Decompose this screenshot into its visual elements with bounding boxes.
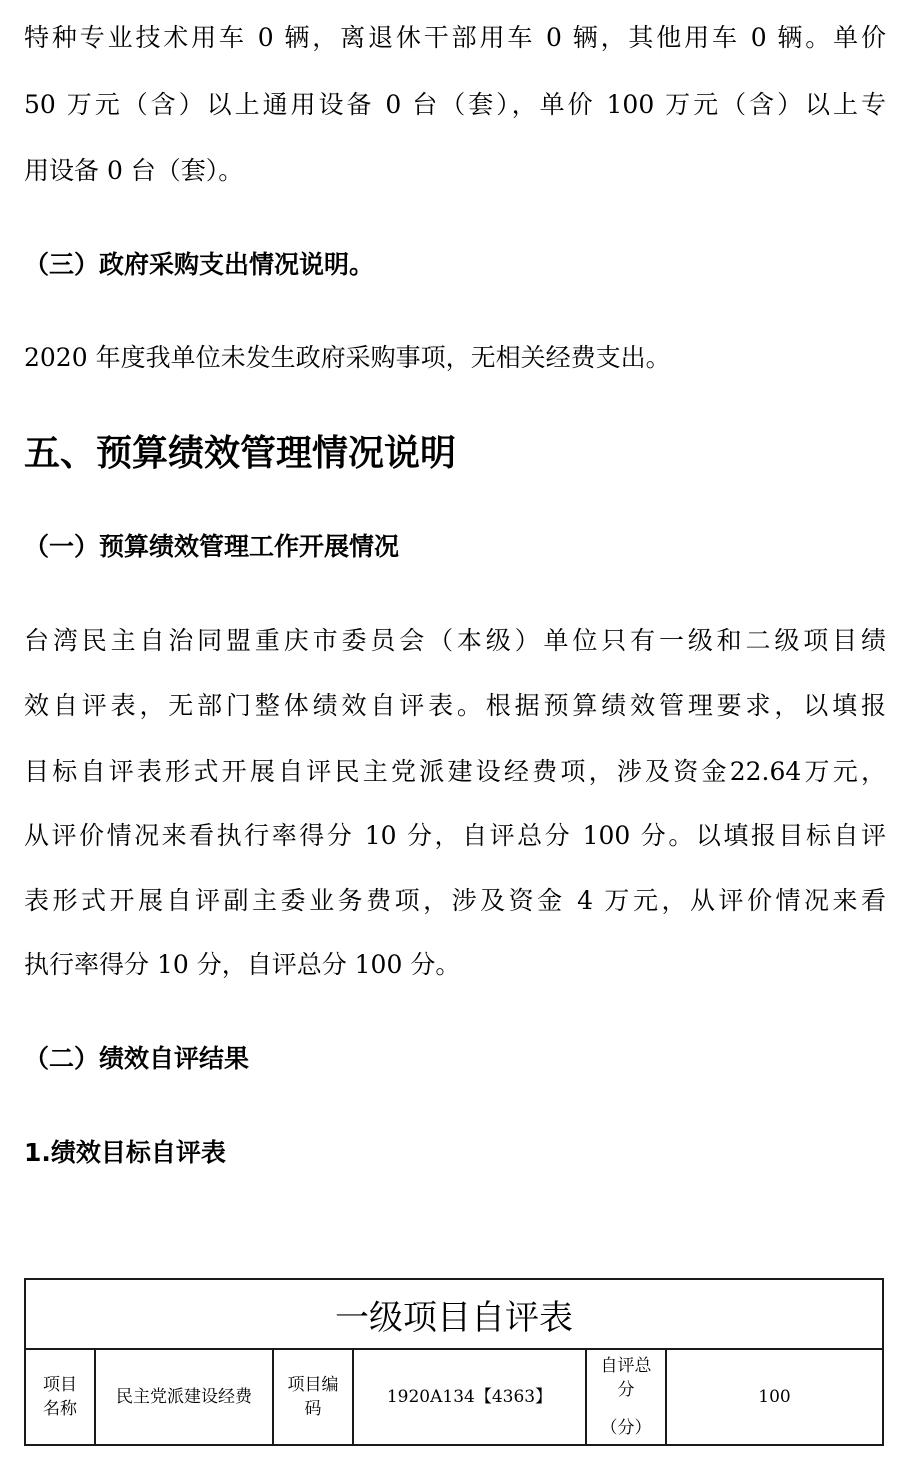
project-code-value: 1920A134【4363】: [386, 1387, 553, 1407]
project-name-value: 民主党派建设经费: [116, 1387, 252, 1407]
project-name-label: 项目名称: [43, 1375, 77, 1419]
score-label-bottom: （分）: [600, 1418, 652, 1438]
performance-paragraph-line-3: 目标自评表形式开展自评民主党派建设经费项，涉及资金22.64万元，: [24, 757, 886, 786]
vehicles-paragraph-line-1: 特种专业技术用车 0 辆，离退休干部用车 0 辆，其他用车 0 辆。单价: [24, 23, 886, 52]
score-value: 100: [758, 1387, 791, 1407]
project-code-value-cell: [354, 1350, 587, 1444]
self-evaluation-table: [24, 1278, 884, 1446]
section-5-heading: 五、预算绩效管理情况说明: [24, 433, 457, 474]
performance-paragraph-line-2: 效自评表，无部门整体绩效自评表。根据预算绩效管理要求，以填报: [24, 691, 886, 720]
project-name-label-cell: [26, 1350, 96, 1444]
procurement-text: 2020 年度我单位未发生政府采购事项，无相关经费支出。: [24, 343, 671, 372]
section-3-heading: （三）政府采购支出情况说明。: [24, 250, 375, 279]
subsection-1-heading: 1.绩效目标自评表: [24, 1138, 226, 1167]
table-row: [26, 1350, 882, 1444]
performance-paragraph-line-1: 台湾民主自治同盟重庆市委员会（本级）单位只有一级和二级项目绩: [24, 626, 886, 655]
score-label-cell: [587, 1350, 667, 1444]
score-value-cell: [667, 1350, 882, 1444]
vehicles-paragraph-line-2: 50 万元（含）以上通用设备 0 台（套），单价 100 万元（含）以上专: [24, 90, 886, 119]
section-5-2-heading: （二）绩效自评结果: [24, 1044, 250, 1073]
table-title: 一级项目自评表: [26, 1280, 882, 1350]
project-code-label-cell: [274, 1350, 354, 1444]
vehicles-paragraph-line-3: 用设备 0 台（套）。: [24, 156, 244, 185]
performance-paragraph-line-6: 执行率得分 10 分，自评总分 100 分。: [24, 950, 461, 979]
performance-paragraph-line-5: 表形式开展自评副主委业务费项，涉及资金 4 万元，从评价情况来看: [24, 886, 886, 915]
section-5-1-heading: （一）预算绩效管理工作开展情况: [24, 532, 400, 561]
project-name-value-cell: [96, 1350, 274, 1444]
score-label-top: 自评总分: [600, 1356, 652, 1400]
project-code-label: 项目编码: [287, 1375, 339, 1419]
performance-paragraph-line-4: 从评价情况来看执行率得分 10 分，自评总分 100 分。以填报目标自评: [24, 821, 886, 850]
